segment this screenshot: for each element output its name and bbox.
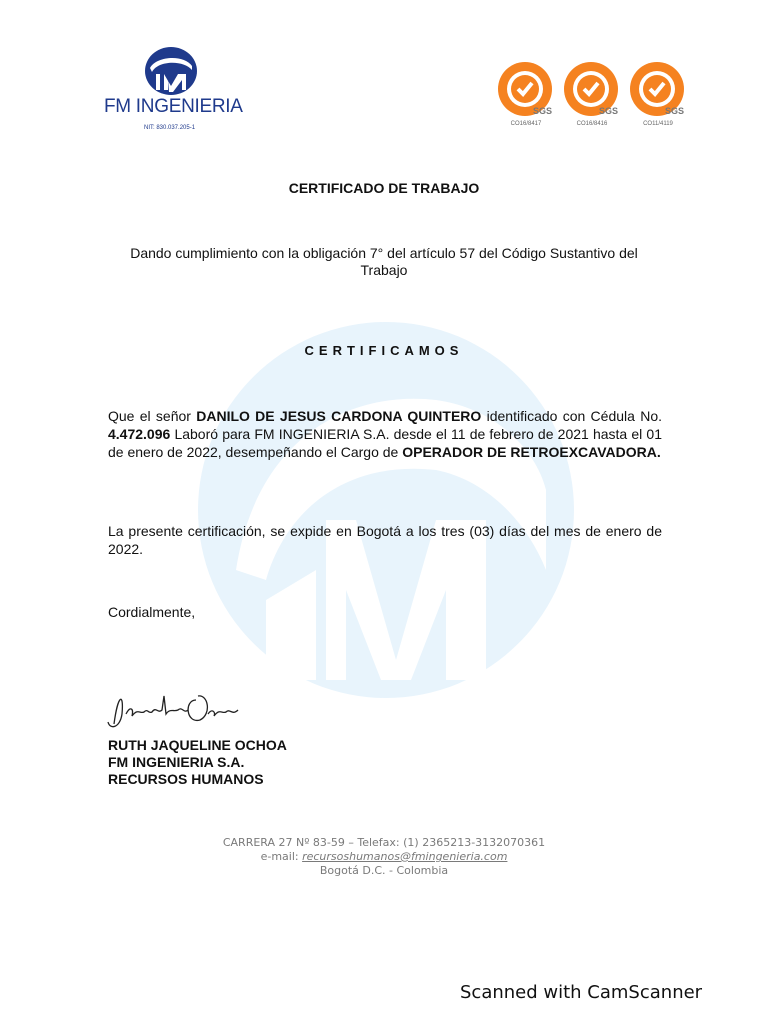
cert-badge-3 [628, 60, 688, 127]
cert-badge-label: SGS [599, 106, 619, 116]
employee-name: DANILO DE JESUS CARDONA QUINTERO [196, 408, 482, 424]
footer-address: CARRERA 27 Nº 83-59 – Telefax: (1) 2365213-3132070361 [222, 836, 546, 849]
company-logo [104, 46, 244, 136]
sgs-cert-icon [628, 60, 686, 118]
cert-code: CO16/8416 [576, 121, 608, 127]
cert-badge-label: SGS [533, 106, 553, 116]
sgs-cert-icon [562, 60, 620, 118]
cert-badge-2 [562, 60, 622, 127]
cedula-number: 4.472.096 [108, 426, 171, 442]
watermark-logo [196, 320, 576, 700]
cert-code: CO16/8417 [510, 121, 542, 127]
closing-text: Cordialmente, [108, 604, 196, 620]
footer-city: Bogotá D.C. - Colombia [319, 864, 449, 877]
fm-logo-icon [144, 46, 198, 96]
email-link[interactable]: recursoshumanos@fmingenieria.com [302, 850, 508, 863]
cert-badge-1 [496, 60, 556, 127]
scanner-watermark-text: Scanned with CamScanner [460, 982, 703, 1003]
text-segment: identificado con Cédula No. [481, 408, 662, 424]
handwritten-signature [104, 684, 244, 734]
document-title: CERTIFICADO DE TRABAJO [288, 180, 480, 196]
text-segment: Que el señor [108, 408, 197, 424]
email-label: e-mail: [260, 850, 303, 863]
intro-paragraph: Dando cumplimiento con la obligación 7° del artículo 57 del Código Sustantivo del Trabajo [130, 245, 638, 278]
certification-badges [496, 60, 696, 140]
cert-badge-label: SGS [665, 106, 685, 116]
company-name: FM INGENIERIA [104, 96, 243, 117]
signer-block [108, 737, 287, 788]
signer-company: FM INGENIERIA S.A. [108, 754, 245, 770]
company-nit: NIT: 830.037.205-1 [144, 125, 196, 131]
certification-paragraph [108, 407, 662, 461]
text-segment: Laboró para FM INGENIERIA S.A. desde el 11 de febrero de 2021 hasta el 01 de enero de 2022, desempeñando el Cargo de [108, 426, 662, 460]
issue-paragraph: La presente certificación, se expide en Bogotá a los tres (03) días del mes de enero de 2022. [108, 523, 662, 557]
footer-contact [0, 836, 768, 878]
signer-name: RUTH JAQUELINE OCHOA [108, 737, 287, 753]
signer-department: RECURSOS HUMANOS [108, 771, 264, 787]
cert-code: CO11/4119 [643, 121, 673, 127]
footer-email-line [0, 850, 768, 864]
job-position: OPERADOR DE RETROEXCAVADORA. [402, 444, 661, 460]
certificamos-heading: CERTIFICAMOS [304, 343, 464, 358]
sgs-cert-icon [496, 60, 554, 118]
